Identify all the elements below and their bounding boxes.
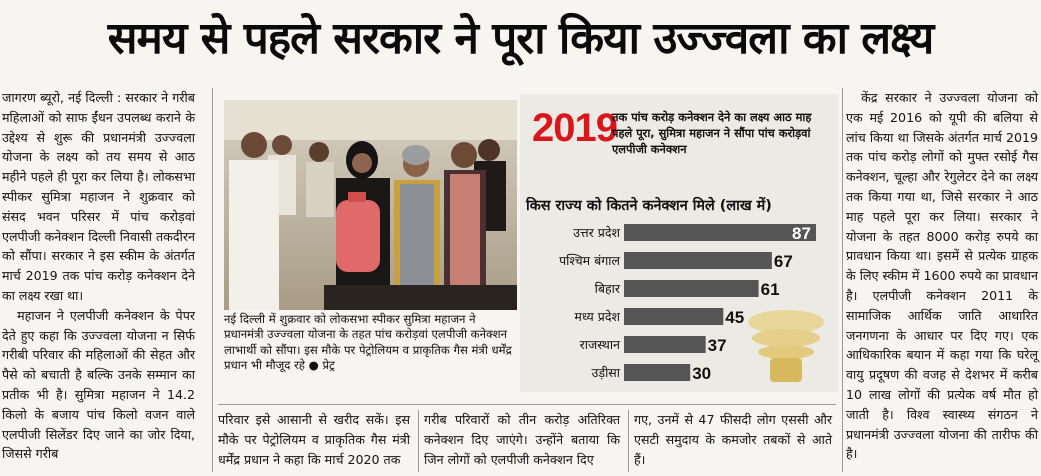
- article-column-right: [846, 88, 1038, 464]
- category-label: पश्चिम बंगाल: [559, 253, 620, 268]
- value-label: 67: [773, 252, 793, 271]
- column-divider: [842, 88, 843, 472]
- gas-stove-icon: [740, 300, 832, 388]
- column-divider: [212, 88, 213, 472]
- bar: [624, 252, 772, 269]
- value-label: 37: [707, 336, 727, 355]
- section-divider: [218, 404, 836, 405]
- category-label: राजस्थान: [579, 337, 620, 352]
- chart-title: किस राज्य को कितने कनेक्शन मिले (लाख में): [526, 198, 772, 214]
- category-label: उड़ीसा: [591, 365, 620, 380]
- category-label: मध्य प्रदेश: [574, 309, 620, 324]
- bar: [624, 336, 706, 353]
- photo-caption: नई दिल्ली में शुक्रवार को लोकसभा स्पीकर सुमित्रा महाजन ने प्रधानमंत्री उज्ज्वला योजना के तहत पांच करोड़वां एलपीजी कनेक्शन लाभार्थी को सौंपा। इस मौके पर पेट्रोलियम व प्राकृतिक गैस मंत्री धर्मेंद्र प्रधान भी मौजूद रहे ● प्रेट्र: [224, 312, 512, 373]
- article-column-bottom-1: परिवार इसे आसानी से खरीद सकें। इस मौके पर पेट्रोलियम व प्राकृतिक गैस मंत्री धर्मेंद्र प्रधान ने कहा कि मार्च 2020 तक: [218, 412, 410, 467]
- article-column-left: [2, 88, 195, 464]
- bar: [624, 364, 690, 381]
- bar: [624, 280, 759, 297]
- article-column-bottom-3: गए, उनमें से 47 फीसदी लोग एससी और एसटी समुदाय के कमजोर तबकों से आते हैं।: [634, 412, 832, 467]
- category-label: उत्तर प्रदेश: [573, 225, 620, 240]
- column-divider: [418, 410, 419, 472]
- article-paragraph: जागरण ब्यूरो, नई दिल्ली : सरकार ने गरीब महिलाओं को साफ ईंधन उपलब्ध कराने के उद्देश्य से शुरू की प्रधानमंत्री उज्ज्वला योजना के लक्ष्य को तय समय से आठ महीने पहले ही पूरा कर लिया है। लोकसभा स्पीकर सुमित्रा महाजन ने शुक्रवार को संसद भवन परिसर में पांच करोड़वां एलपीजी कनेक्शन दिल्ली निवासी तकदीरन को सौंपा। सरकार ने इस स्कीम के अंतर्गत मार्च 2019 तक पांच करोड़ कनेक्शन देने का लक्ष्य रखा था।: [2, 90, 195, 303]
- info-year: 2019: [532, 106, 617, 150]
- bar: [624, 224, 816, 241]
- info-highlight: [532, 101, 822, 171]
- bar: [624, 308, 723, 325]
- column-divider: [628, 410, 629, 472]
- article-paragraph: महाजन ने एलपीजी कनेक्शन के पेपर देते हुए कहा कि उज्ज्वला योजना न सिर्फ गरीबी परिवार की महिलाओं की सेहत और पैसे को बचाती है बल्कि उनके सम्मान का प्रतीक भी है। सुमित्रा महाजन ने 14.2 किलो के बजाय पांच किलो वजन वाले एलपीजी सिलेंडर दिए जाने का जोर दिया, जिससे गरीब: [2, 307, 195, 462]
- news-photo: [224, 100, 517, 310]
- article-column-bottom-2: गरीब परिवारों को तीन करोड़ अतिरिक्त कनेक्शन दिए जाएंगे। उन्होंने बताया कि जिन लोगों को एलपीजी कनेक्शन दिए: [424, 412, 620, 467]
- article-paragraph: केंद्र सरकार ने उज्ज्वला योजना को एक मई 2016 को यूपी की बलिया से लांच किया था जिसके अंतर्गत मार्च 2019 तक पांच करोड़ लोगों को मुफ्त रसोई गैस कनेक्शन, चूल्हा और रेगुलेटर देने का लक्ष्य तक किया गया था, जिसे सरकार ने आठ माह पहले पूरा कर लिया। सरकार ने योजना के तहत 8000 करोड़ रुपये का प्रावधान किया था। इसमें से प्रत्येक ग्राहक के लिए स्कीम में 1600 रुपये का प्रावधान है। एलपीजी कनेक्शन 2011 के सामाजिक आर्थिक जाति आधारित जनगणना के आधार पर दिए गए। एक आधिकारिक बयान में कहा गया कि घरेलू वायु प्रदूषण की वजह से देशभर में करीब 10 लाख लोगों की प्रत्येक वर्ष मौत हो जाती है। विश्व स्वास्थ्य संगठन ने प्रधानमंत्री उज्ज्वला योजना की तारीफ की है।: [846, 90, 1038, 462]
- photo-illustration: [224, 100, 517, 310]
- value-label: 61: [760, 280, 780, 299]
- value-label: 45: [725, 308, 745, 327]
- value-label: 30: [692, 364, 712, 383]
- headline: समय से पहले सरकार ने पूरा किया उज्ज्वला का लक्ष्य: [107, 13, 934, 64]
- info-text: तक पांच करोड़ कनेक्शन देने का लक्ष्य आठ माह पहले पूरा, सुमित्रा महाजन ने सौंपा पांच करोड़वां एलपीजी कनेक्शन: [612, 110, 812, 157]
- value-label: 87: [792, 224, 811, 243]
- category-label: बिहार: [594, 281, 620, 296]
